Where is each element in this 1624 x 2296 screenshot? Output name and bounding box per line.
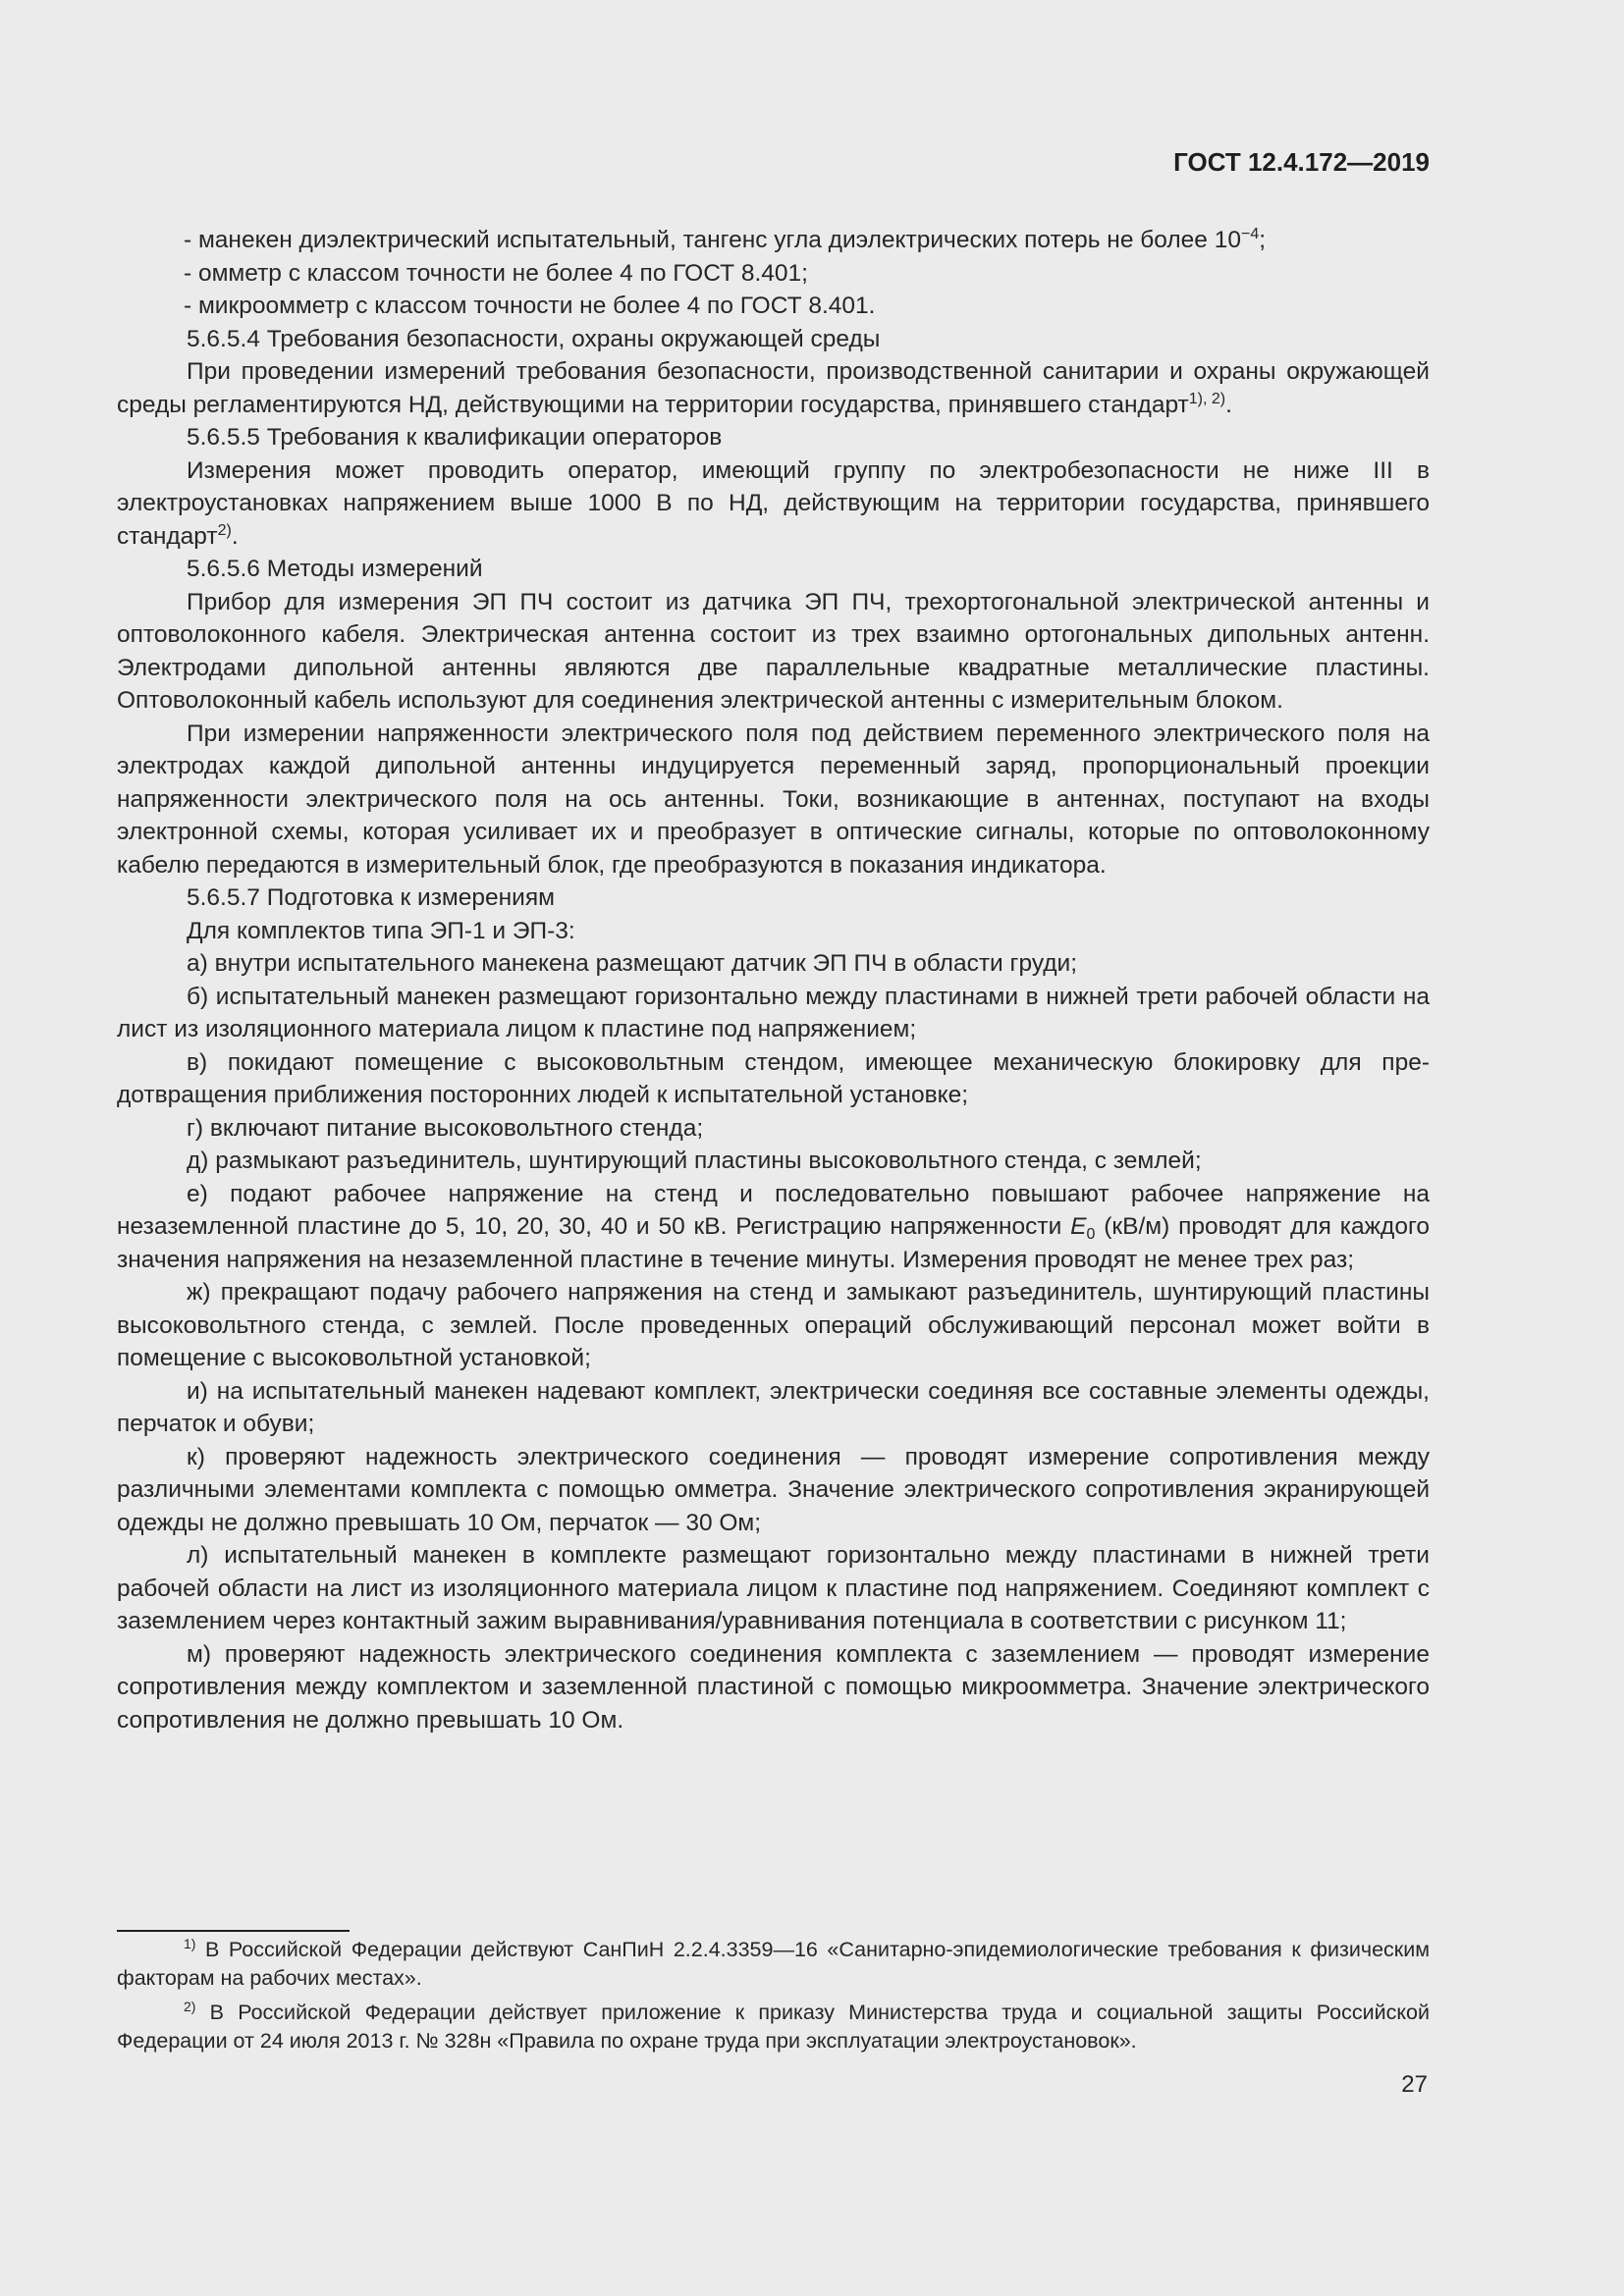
list-item: в) покидают помещение с высоковольтным стендом, имеющее механическую блокировку для предотвращения приближения посторонних людей к испытательной установке; — [117, 1048, 1430, 1108]
paragraph: Измерения может проводить оператор, имеющий группу по электробезопасности не ниже III в электроустановках напряжением выше 1000 В по НД, действующим на территории государства, принявшего стандарт$^{2)}$. — [117, 456, 1430, 550]
section-heading: 5.6.5.7 Подготовка к измерениям — [187, 884, 555, 911]
footnote-ref: 1), 2) — [1188, 390, 1226, 407]
page-number: 27 — [1401, 2071, 1428, 2098]
list-item: л) испытательный манекен в комплекте размещают горизонтально между пластинами в нижней трети рабочей области на лист из изоляционного материала лицом к пластине под напряжением. Соединяют комплект с заземлением через контактный зажим выравнивания/уравнивания потенциала в соответствии с рисунком 11; — [117, 1542, 1430, 1634]
list-item: а) внутри испытательного манекена размещают датчик ЭП ПЧ в области груди; — [187, 950, 1078, 977]
paragraph: При измерении напряженности электрического поля под действием переменного электрического поля на электродах каждой дипольной антенны индуцируется переменный заряд, пропорциональный проекции напряженности электрического поля на ось антенны. Токи, возникающие в антеннах, поступают на входы электронной схемы, которая усиливает их и преобразует в оптические сигналы, которые по оптоволоконному кабелю передаются в измерительный блок, где преобразуются в показания индикатора. — [117, 720, 1430, 879]
paragraph: Для комплектов типа ЭП-1 и ЭП-3: — [187, 917, 575, 944]
list-item: е) подают рабочее напряжение на стенд и последовательно повышают рабочее напряжение на незаземленной пластине до 5, 10, 20, 30, 40 и 50 кВ. Регистрацию напряженности $E_0$ (кВ/м) проводят для каждого значения напряжения на незаземленной пластине в течение минуты. Измерения проводят не менее трех раз; — [117, 1180, 1430, 1273]
list-item: - микроомметр с классом точности не более 4 по ГОСТ 8.401. — [184, 293, 876, 319]
list-item: б) испытательный манекен размещают горизонтально между пластинами в нижней трети рабочей области на лист из изоляционного материала лицом к пластине под напряжением; — [117, 983, 1430, 1042]
list-item: - омметр с классом точности не более 4 по ГОСТ 8.401; — [184, 259, 808, 287]
standard-header: ГОСТ 12.4.172—2019 — [1173, 147, 1430, 177]
footnote-ref: 2) — [217, 521, 232, 539]
main-text — [117, 224, 1430, 1736]
footnotes — [117, 1936, 1430, 2061]
list-item: ж) прекращают подачу рабочего напряжения на стенд и замыкают разъединитель, шунтирующий пластины высоковольтного стенда, с землей. После проведенных операций обслуживающий персонал может войти в помещение с высоковольтной установкой; — [117, 1279, 1430, 1371]
paragraph: При проведении измерений требования безопасности, производственной санитарии и охраны окружающей среды регламентируются НД, действующими на территории государства, принявшего стандарт$^{1), 2)}$. — [117, 358, 1430, 418]
footnote: $^{2)}$ В Российской Федерации действует приложение к приказу Министерства труда и социальной защиты Российской Федерации от 24 июля 2013 г. № 328н «Правила по охране труда при эксплуатации электроустановок». — [117, 1999, 1430, 2053]
section-heading: 5.6.5.6 Методы измерений — [187, 556, 483, 582]
list-item: и) на испытательный манекен надевают комплект, электрически соединяя все составные элементы одежды, перчаток и обуви; — [117, 1377, 1430, 1437]
section-heading: 5.6.5.5 Требования к квалификации операторов — [187, 424, 723, 451]
list-item: м) проверяют надежность электрического соединения комплекта с заземлением — проводят измерение сопротивления между комплектом и заземленной пластиной с помощью микроомметра. Значение электрического сопротивления не должно превышать 10 Ом. — [117, 1640, 1430, 1734]
section-heading: 5.6.5.4 Требования безопасности, охраны окружающей среды — [187, 325, 881, 352]
symbol-e: E — [1070, 1213, 1087, 1240]
list-item: - манекен диэлектрический испытательный, тангенс угла диэлектрических потерь не более $10^{-4}$; — [184, 226, 1267, 253]
footnote-divider — [117, 1930, 350, 1932]
paragraph: Прибор для измерения ЭП ПЧ состоит из датчика ЭП ПЧ, трехортогональной электрической антенны и оптоволоконного кабеля. Электрическая антенна состоит из трех взаимно ортогональных дипольных антенн. Электродами дипольной антенны являются две параллельные квадратные металлические пластины. Оптоволоконный кабель используют для соединения электрической антенны с измерительным блоком. — [117, 588, 1430, 714]
footnote: $^{1)}$ В Российской Федерации действуют СанПиН 2.2.4.3359—16 «Санитарно-эпидемиологические требования к физическим факторам на рабочих местах». — [117, 1936, 1430, 1990]
list-item: г) включают питание высоковольтного стенда; — [187, 1114, 704, 1142]
list-item: д) размыкают разъединитель, шунтирующий пластины высоковольтного стенда, с землей; — [187, 1148, 1202, 1174]
list-item: к) проверяют надежность электрического соединения — проводят измерение сопротивления между различными элементами комплекта с помощью омметра. Значение электрического сопротивления экранирующей одежды не должно превышать 10 Ом, перчаток — 30 Ом; — [117, 1443, 1430, 1536]
